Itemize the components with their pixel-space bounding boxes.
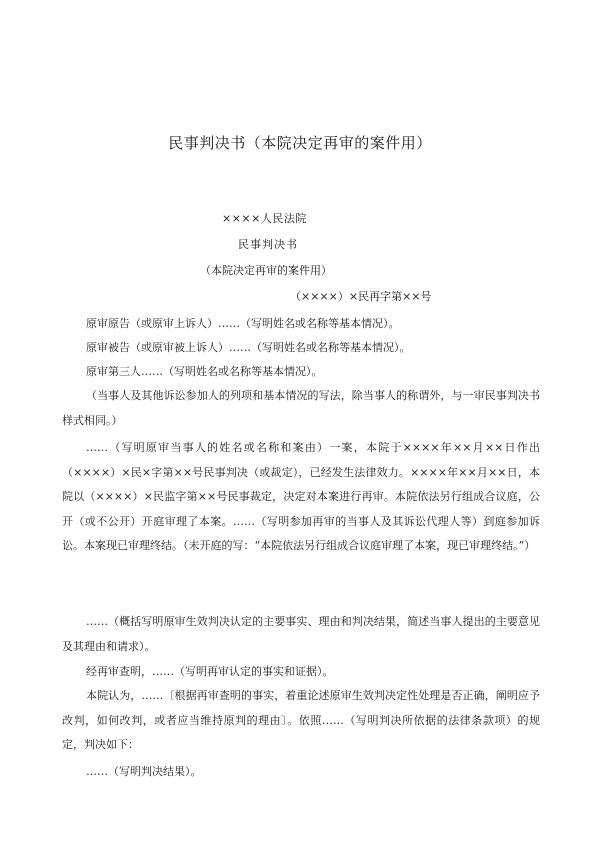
paragraph-case-history: ……（写明原审当事人的姓名或名称和案由）一案，本院于××××年××月××日作出（××××）×民×字第××号民事判决（或裁定），已经发生法律效力。××××年××月××日，本院以（××××）×民监字第××号民事裁定，决定对本案进行再审。本院依法另行组成合议庭，公开（或不公开）开庭审理了本案。……（写明参加再审的当事人及其诉讼代理人等）到庭参加诉讼。本案现已审理终结。（未开庭的写：“本院依法另行组成合议庭审理了本案，现已审理终结。”） [62, 441, 540, 552]
paragraph-third-party: 原审第三人……（写明姓名或名称等基本情况）。 [86, 365, 323, 378]
document-kind: 民事判决书 [238, 238, 298, 251]
paragraph-retrial-findings: 经再审查明，……（写明再审认定的事实和证据）。 [86, 665, 334, 678]
paragraph-party-note: （当事人及其他诉讼参加人的列项和基本情况的写法，除当事人的称谓外，与一审民事判决书样式相同。） [62, 389, 540, 427]
court-name: ××××人民法院 [222, 212, 307, 225]
paragraph-judgment-result: ……（写明判决结果）。 [86, 765, 202, 778]
document-title: 民事判决书（本院决定再审的案件用） [168, 134, 432, 152]
paragraph-original-plaintiff: 原审原告（或原审上诉人）……（写明姓名或名称等基本情况）。 [86, 317, 400, 330]
paragraph-court-opinion: 本院认为，……〔根据再审查明的事实，着重论述原审生效判决定性处理是否正确，阐明应予改判，如何改判，或者应当维持原判的理由〕。依照……（写明判决所依据的法律条款项）的规定，判决如下： [62, 689, 540, 751]
paragraph-original-judgment-summary: ……（概括写明原审生效判决认定的主要事实、理由和判决结果，简述当事人提出的主要意见及其理由和请求）。 [62, 615, 540, 653]
case-number: （××××）×民再字第××号 [290, 290, 432, 303]
paragraph-original-defendant: 原审被告（或原审被上诉人）……（写明姓名或名称等基本情况）。 [86, 341, 411, 354]
usage-note: （本院决定再审的案件用） [200, 264, 332, 277]
